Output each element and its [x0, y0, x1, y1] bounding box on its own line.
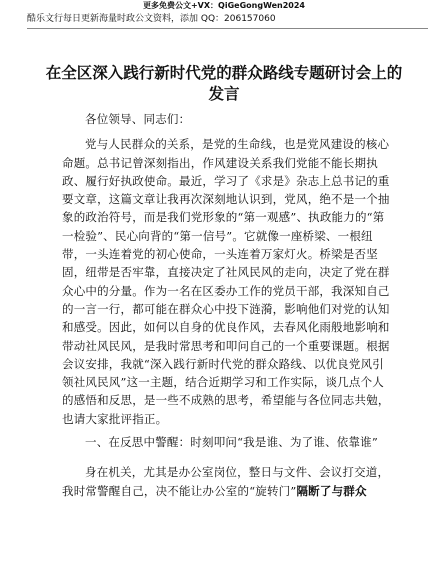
section-heading: 一、在反思中警醒：时刻叩问“我是谁、为了谁、依靠谁”	[85, 435, 378, 450]
header-divider	[27, 28, 428, 29]
body-paragraph: 党与人民群众的关系，是党的生命线，也是党风建设的核心命题。总书记曾深刻指出，作风建设关系我们党能不能长期执政、履行好执政使命。最近，学习了《求是》杂志上总书记的重要文章，这篇文章让我再次深刻地认识到，党风，绝不是一个抽象的政治符号，而是我们党形象的“第一观感”、执政能力的“第一检验”、民心向背的“第一信号”。它就像一座桥梁、一根纽带，一头连着党的初心使命，一头连着万家灯火。桥梁是否坚固，纽带是否牢靠，直接决定了社风民风的走向，决定了党在群众心中的分量。作为一名在区委办工作的党员干部，我深知自己的一言一行，都可能在群众心中投下涟漪，影响他们对党的认知和感受。因此，如何以自身的优良作风，去春风化雨般地影响和带动社风民风，是我时常思考和叩问自己的一个重要课题。根据会议安排，我就“深入践行新时代党的群众路线、以优良党风引领社风民风”这一主题，结合近期学习和工作实际，谈几点个人的感悟和反思，是一些不成熟的思考，希望能与各位同志共勉，也请大家批评指正。	[62, 137, 390, 426]
paragraph-text: 身在机关，尤其是办公室岗位，整日与文件、会议打交道，我时常警醒自己，决不能让办公室的“旋转门”	[62, 465, 390, 498]
document-title: 在全区深入践行新时代党的群众路线专题研讨会上的发言	[45, 63, 403, 103]
bold-text: 隔断了与群众	[296, 483, 367, 498]
header-note: 酷乐文行每日更新海量时政公文资料，添加 QQ：206157060	[27, 14, 276, 24]
body-paragraph-2	[62, 463, 392, 500]
top-banner: 更多免费公文+VX：QiGeGongWen2024	[142, 1, 305, 10]
salutation: 各位领导、同志们：	[85, 112, 191, 126]
document-body	[62, 110, 392, 500]
